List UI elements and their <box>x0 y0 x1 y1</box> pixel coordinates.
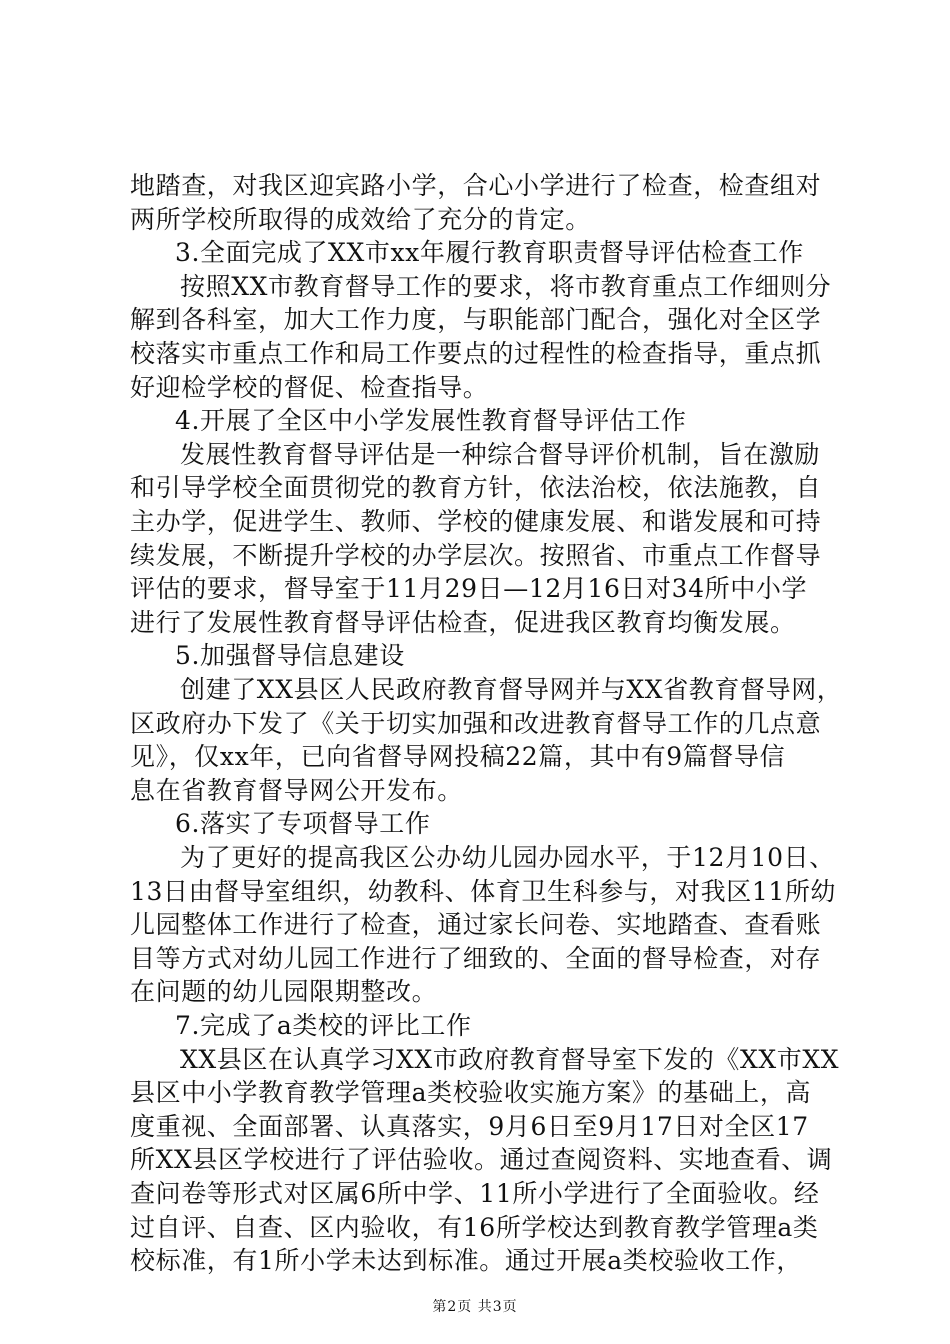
paragraph-line: 好迎检学校的督促、检查指导。 <box>130 372 489 402</box>
paragraph-line: 为了更好的提高我区公办幼儿园办园水平，于12月10日、 <box>180 843 835 872</box>
paragraph-line: 创建了XX县区人民政府教育督导网并与XX省教育督导网， <box>180 675 843 704</box>
page-footer: 第2页 共3页 <box>432 1299 518 1315</box>
paragraph-line: 主办学，促进学生、教师、学校的健康发展、和谐发展和可持 <box>130 507 822 536</box>
paragraph-line: 和引导学校全面贯彻党的教育方针，依法治校，依法施教，自 <box>130 473 822 503</box>
section-heading: 5.加强督导信息建设 <box>175 641 405 671</box>
section-heading: 7.完成了a类校的评比工作 <box>175 1011 472 1040</box>
paragraph-line: 区政府办下发了《关于切实加强和改进教育督导工作的几点意 <box>130 708 822 738</box>
paragraph-line: 度重视、全面部署、认真落实，9月6日至9月17日对全区17 <box>130 1111 809 1141</box>
paragraph-line: 在问题的幼儿园限期整改。 <box>130 977 438 1007</box>
paragraph-line: 按照XX市教育督导工作的要求，将市教育重点工作细则分 <box>180 271 832 301</box>
paragraph-line: 校标准，有1所小学未达到标准。通过开展a类校验收工作， <box>130 1246 803 1276</box>
paragraph-line: 查问卷等形式对区属6所中学、11所小学进行了全面验收。经 <box>130 1179 820 1208</box>
paragraph-line: 儿园整体工作进行了检查，通过家长问卷、实地踏查、查看账 <box>130 910 822 940</box>
section-heading: 6.落实了专项督导工作 <box>175 809 431 839</box>
paragraph-line: 目等方式对幼儿园工作进行了细致的、全面的督导检查，对存 <box>130 943 822 973</box>
paragraph-line: 地踏查，对我区迎宾路小学，合心小学进行了检查，检查组对 <box>130 171 822 200</box>
paragraph-line: 评估的要求，督导室于11月29日—12月16日对34所中小学 <box>130 574 808 604</box>
paragraph-line: 见》，仅xx年，已向省督导网投稿22篇，其中有9篇督导信 <box>130 742 786 772</box>
paragraph-line: 校落实市重点工作和局工作要点的过程性的检查指导，重点抓 <box>130 339 822 368</box>
paragraph-line: 13日由督导室组织，幼教科、体育卫生科参与，对我区11所幼 <box>130 876 837 906</box>
paragraph-line: XX县区在认真学习XX市政府教育督导室下发的《XX市XX <box>180 1044 840 1074</box>
paragraph-line: 过自评、自查、区内验收，有16所学校达到教育教学管理a类 <box>130 1212 819 1242</box>
paragraph-line: 两所学校所取得的成效给了充分的肯定。 <box>130 204 591 234</box>
paragraph-line: 息在省教育督导网公开发布。 <box>130 775 463 805</box>
paragraph-line: 县区中小学教育教学管理a类校验收实施方案》的基础上，高 <box>130 1078 812 1108</box>
paragraph-line: 所XX县区学校进行了评估验收。通过查阅资料、实地查看、调 <box>130 1145 833 1175</box>
section-heading: 4.开展了全区中小学发展性教育督导评估工作 <box>175 406 687 436</box>
paragraph-line: 解到各科室，加大工作力度，与职能部门配合，强化对全区学 <box>130 305 822 335</box>
paragraph-line: 发展性教育督导评估是一种综合督导评价机制，旨在激励 <box>180 439 821 469</box>
section-heading: 3.全面完成了XX市xx年履行教育职责督导评估检查工作 <box>175 238 804 268</box>
paragraph-line: 续发展，不断提升学校的办学层次。按照省、市重点工作督导 <box>130 540 822 570</box>
paragraph-line: 进行了发展性教育督导评估检查，促进我区教育均衡发展。 <box>130 607 796 637</box>
